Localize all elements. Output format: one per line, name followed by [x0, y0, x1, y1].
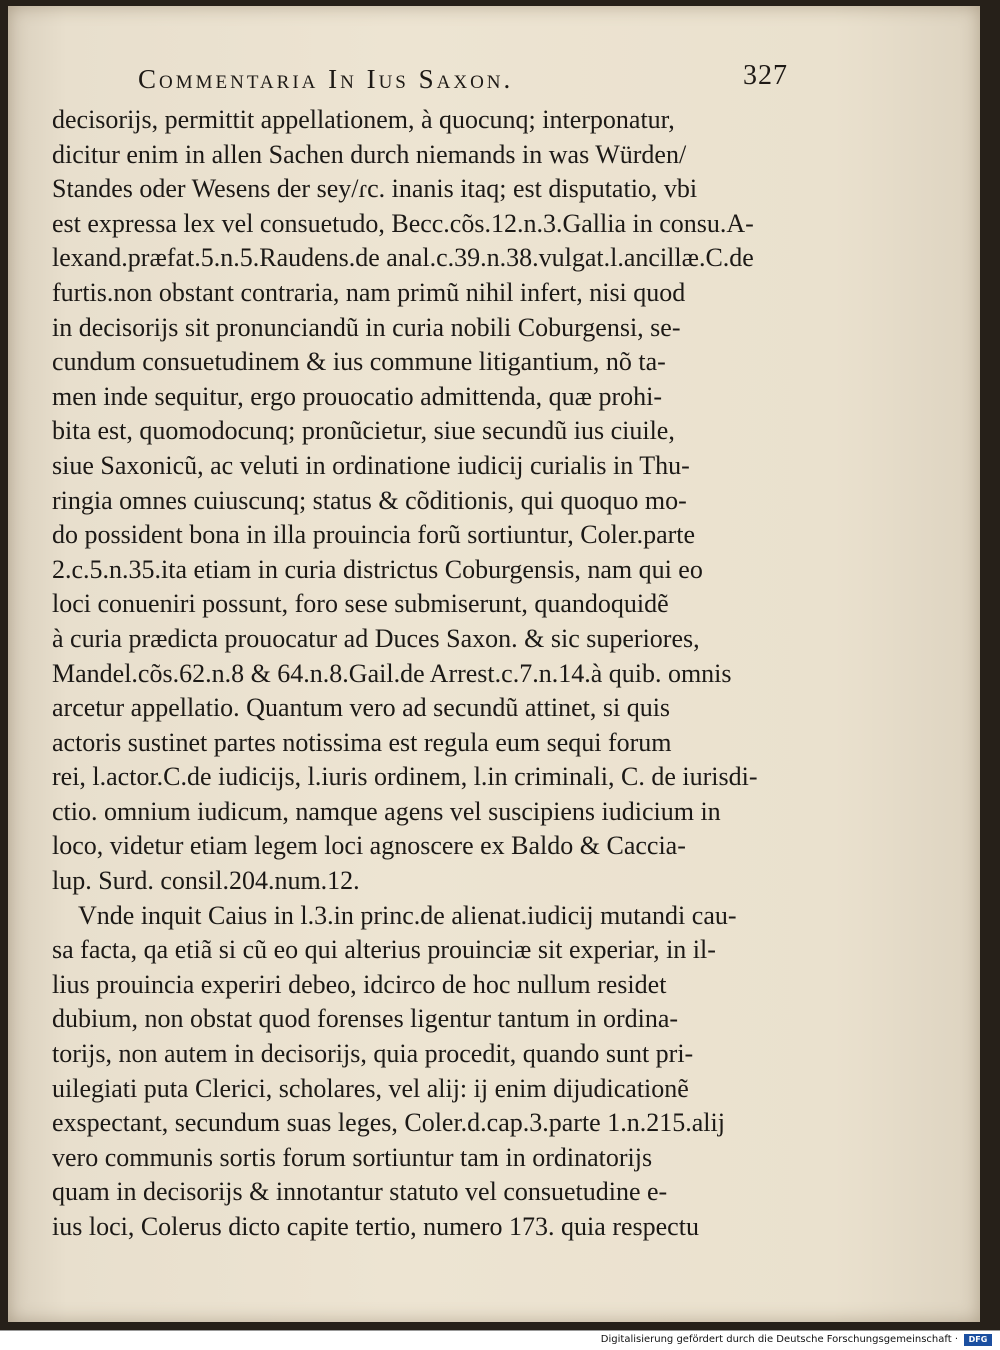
text-line: men inde sequitur, ergo prouocatio admittenda, quæ prohi- — [52, 381, 663, 411]
dfg-logo: DFG — [964, 1334, 992, 1346]
text-line: Mandel.cõs.62.n.8 & 64.n.8.Gail.de Arrest.c.7.n.14.à quib. omnis — [52, 658, 732, 688]
text-line: quam in decisorijs & innotantur statuto vel consuetudine e- — [52, 1177, 668, 1207]
text-line: Vnde inquit Caius in l.3.in princ.de alienat.iudicij mutandi cau- — [78, 900, 737, 930]
text-line: loci conueniri possunt, foro sese submiserunt, quandoquidẽ — [52, 589, 669, 619]
text-line: do possident bona in illa prouincia forũ sortiuntur, Coler.parte — [52, 520, 696, 550]
text-line: dubium, non obstat quod forenses ligentur tantum in ordina- — [52, 1004, 679, 1034]
text-line: torijs, non autem in decisorijs, quia procedit, quando sunt pri- — [52, 1039, 694, 1069]
text-line: lup. Surd. consil.204.num.12. — [52, 866, 360, 896]
text-line: dicitur enim in allen Sachen durch niemands in was Würden/ — [52, 139, 687, 169]
text-line: loco, videtur etiam legem loci agnoscere ex Baldo & Caccia- — [52, 831, 686, 861]
text-line: uilegiati puta Clerici, scholares, vel alij: ij enim dijudicationẽ — [52, 1073, 689, 1103]
text-line: cundum consuetudinem & ius commune litigantium, nõ ta- — [52, 347, 666, 377]
text-line: decisorijs, permittit appellationem, à quocunq; interponatur, — [52, 105, 675, 134]
text-line: vero communis sortis forum sortiuntur tam in ordinatorijs — [52, 1142, 653, 1172]
funding-credit: Digitalisierung gefördert durch die Deutsche Forschungsgemeinschaft · — [600, 1334, 958, 1345]
running-title: Commentaria In Ius Saxon. — [138, 64, 514, 94]
text-line: bita est, quomodocunq; pronũcietur, siue secundũ ius ciuile, — [52, 416, 675, 446]
page-number: 327 — [743, 60, 788, 91]
text-line: actoris sustinet partes notissima est regula eum sequi forum — [52, 727, 672, 757]
text-line: à curia prædicta prouocatur ad Duces Saxon. & sic superiores, — [52, 623, 700, 653]
text-line: exspectant, secundum suas leges, Coler.d.cap.3.parte 1.n.215.alij — [52, 1108, 725, 1138]
text-line: lius prouincia experiri debeo, idcirco de hoc nullum residet — [52, 969, 667, 999]
text-line: furtis.non obstant contraria, nam primũ nihil infert, nisi quod — [52, 277, 686, 307]
footer-bar — [0, 1330, 1000, 1350]
text-line: rei, l.actor.C.de iudicijs, l.iuris ordinem, l.in criminali, C. de iurisdi- — [52, 762, 758, 792]
book-page — [8, 6, 980, 1322]
running-head — [138, 60, 788, 104]
text-line: in decisorijs sit pronunciandũ in curia nobili Coburgensi, se- — [52, 312, 681, 342]
text-line: ringia omnes cuiuscunq; status & cõditionis, qui quoquo mo- — [52, 485, 687, 515]
text-line: Standes oder Wesens der sey/ɾc. inanis itaq; est disputatio, vbi — [52, 174, 698, 204]
text-line: arcetur appellatio. Quantum vero ad secundũ attinet, si quis — [52, 693, 671, 723]
text-line: est expressa lex vel consuetudo, Becc.cõs.12.n.3.Gallia in consu.A- — [52, 208, 754, 238]
text-line: lexand.præfat.5.n.5.Raudens.de anal.c.39.n.38.vulgat.l.ancillæ.C.de — [52, 243, 754, 273]
text-line: sa facta, qa etiã si cũ eo qui alterius prouinciæ sit experiar, in il- — [52, 935, 716, 965]
text-line: ius loci, Colerus dicto capite tertio, numero 173. quia respectu — [52, 1212, 699, 1241]
main-text-block — [52, 103, 792, 1245]
text-line: 2.c.5.n.35.ita etiam in curia districtus Coburgensis, nam qui eo — [52, 554, 703, 584]
text-line: siue Saxonicũ, ac veluti in ordinatione iudicij curialis in Thu- — [52, 450, 690, 480]
text-line: ctio. omnium iudicum, namque agens vel suscipiens iudicium in — [52, 796, 721, 826]
